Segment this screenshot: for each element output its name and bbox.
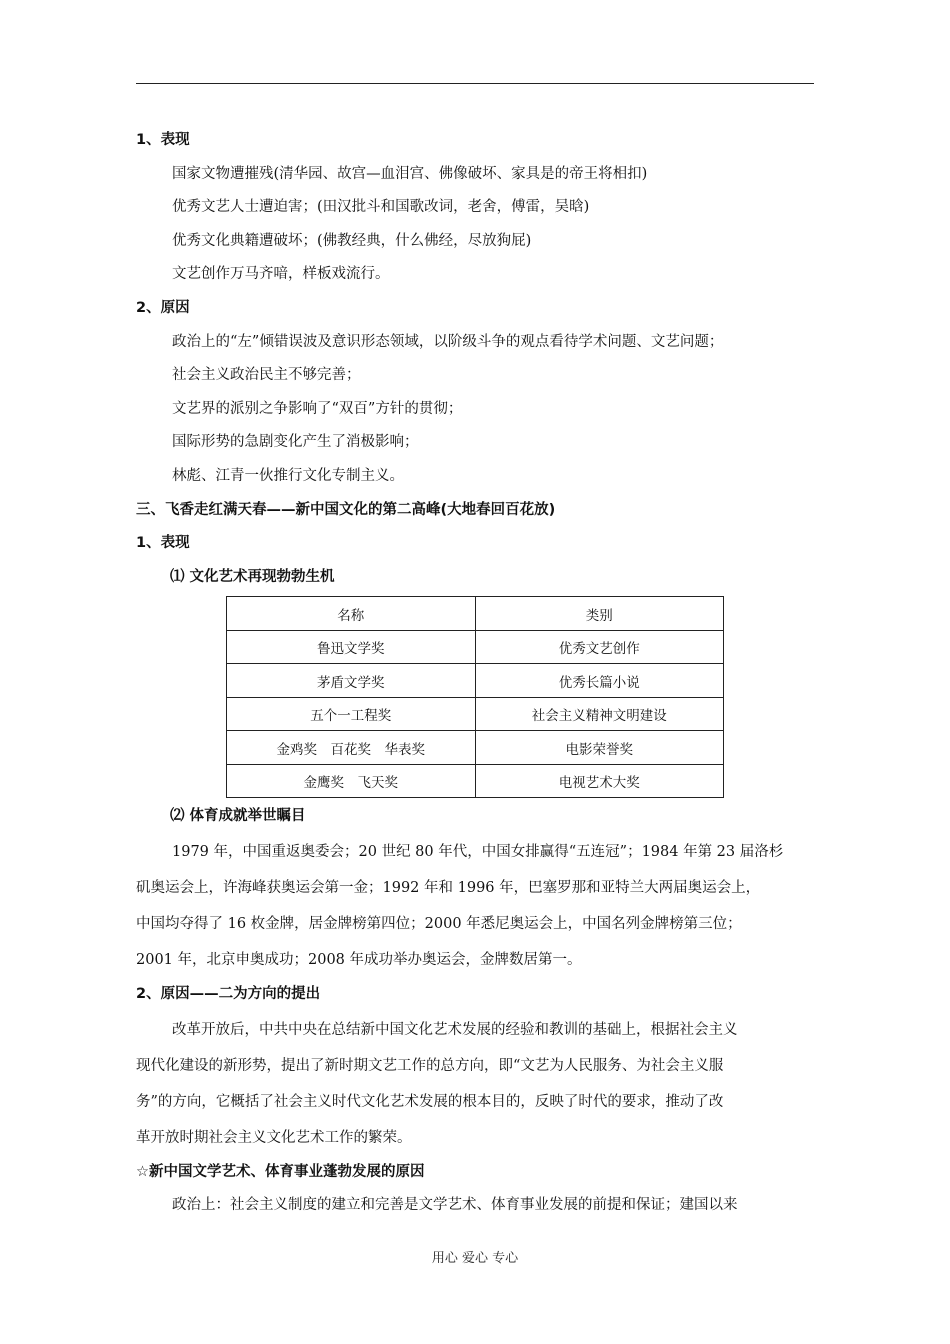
text-line: 务”的方向，它概括了社会主义时代文化艺术发展的根本目的，反映了时代的要求，推动了改 xyxy=(136,1093,724,1110)
table-cell: 金鹰奖 飞天奖 xyxy=(227,764,476,798)
text-line: 国际形势的急剧变化产生了消极影响； xyxy=(172,434,419,451)
text-line: 社会主义政治民主不够完善； xyxy=(172,367,361,384)
item-heading: ⑵ 体育成就举世瞩目 xyxy=(170,808,306,825)
table-row xyxy=(227,697,724,731)
table-header-row xyxy=(227,597,724,631)
table-cell: 优秀文艺创作 xyxy=(475,630,724,664)
section-heading: 1、表现 xyxy=(136,535,190,552)
table-header-cell: 名称 xyxy=(227,597,476,631)
sports-paragraph xyxy=(136,834,814,978)
table-cell: 电视艺术大奖 xyxy=(475,764,724,798)
header-rule xyxy=(136,83,814,84)
section-heading: 2、原因 xyxy=(136,299,190,316)
table-cell: 五个一工程奖 xyxy=(227,697,476,731)
table-cell: 电影荣誉奖 xyxy=(475,731,724,765)
text-line: 现代化建设的新形势，提出了新时期文艺工作的总方向，即“文艺为人民服务、为社会主义服 xyxy=(136,1057,724,1074)
awards-table xyxy=(226,596,724,798)
chapter-heading: 三、飞香走红满天春——新中国文化的第二高峰(大地春回百花放) xyxy=(136,501,556,518)
text-line: 政治上的“左”倾错误波及意识形态领域，以阶级斗争的观点看待学术问题、文艺问题； xyxy=(172,333,724,350)
section-heading: 1、表现 xyxy=(136,132,190,148)
table-row xyxy=(227,664,724,698)
star-heading: ☆新中国文学艺术、体育事业蓬勃发展的原因 xyxy=(136,1163,425,1180)
text-line: 矶奥运会上，许海峰获奥运会第一金；1992 年和 1996 年，巴塞罗那和亚特兰大两届奥运会上， xyxy=(136,879,761,896)
document-body xyxy=(136,124,814,1223)
table-row xyxy=(227,764,724,798)
text-line: 优秀文化典籍遭破坏；(佛教经典，什么佛经，尽放狗屁) xyxy=(172,232,532,249)
page-footer: 用心 爱心 专心 xyxy=(431,1251,519,1266)
text-line: 2001 年，北京申奥成功；2008 年成功举办奥运会，金牌数居第一。 xyxy=(136,951,582,968)
text-line: 文艺界的派别之争影响了“双百”方针的贯彻； xyxy=(172,400,463,417)
table-row xyxy=(227,630,724,664)
text-line: 革开放时期社会主义文化艺术工作的繁荣。 xyxy=(136,1129,412,1146)
table-cell: 茅盾文学奖 xyxy=(227,664,476,698)
text-line: 1979 年，中国重返奥委会；20 世纪 80 年代，中国女排赢得“五连冠”；1984 年第 23 届洛杉 xyxy=(172,843,784,860)
table-cell: 鲁迅文学奖 xyxy=(227,630,476,664)
text-line: 国家文物遭摧残(清华园、故宫—血泪宫、佛像破坏、家具是的帝王将相扣) xyxy=(172,165,648,182)
table-cell: 优秀长篇小说 xyxy=(475,664,724,698)
reason-paragraph xyxy=(136,1012,814,1156)
table-cell: 金鸡奖 百花奖 华表奖 xyxy=(227,731,476,765)
text-line: 中国均夺得了 16 枚金牌，居金牌榜第四位；2000 年悉尼奥运会上，中国名列金牌榜第三位； xyxy=(136,915,742,932)
text-line: 政治上：社会主义制度的建立和完善是文学艺术、体育事业发展的前提和保证；建国以来 xyxy=(172,1197,738,1214)
section-heading: 2、原因——二为方向的提出 xyxy=(136,985,321,1002)
table-header-cell: 类别 xyxy=(475,597,724,631)
text-line: 优秀文艺人士遭迫害；(田汉批斗和国歌改词，老舍，傅雷，吴晗) xyxy=(172,199,590,216)
item-heading: ⑴ 文化艺术再现勃勃生机 xyxy=(170,568,335,585)
text-line: 文艺创作万马齐喑，样板戏流行。 xyxy=(172,266,390,283)
text-line: 林彪、江青一伙推行文化专制主义。 xyxy=(172,467,404,484)
table-row xyxy=(227,731,724,765)
table-cell: 社会主义精神文明建设 xyxy=(475,697,724,731)
text-line: 改革开放后，中共中央在总结新中国文化艺术发展的经验和教训的基础上，根据社会主义 xyxy=(172,1021,738,1038)
